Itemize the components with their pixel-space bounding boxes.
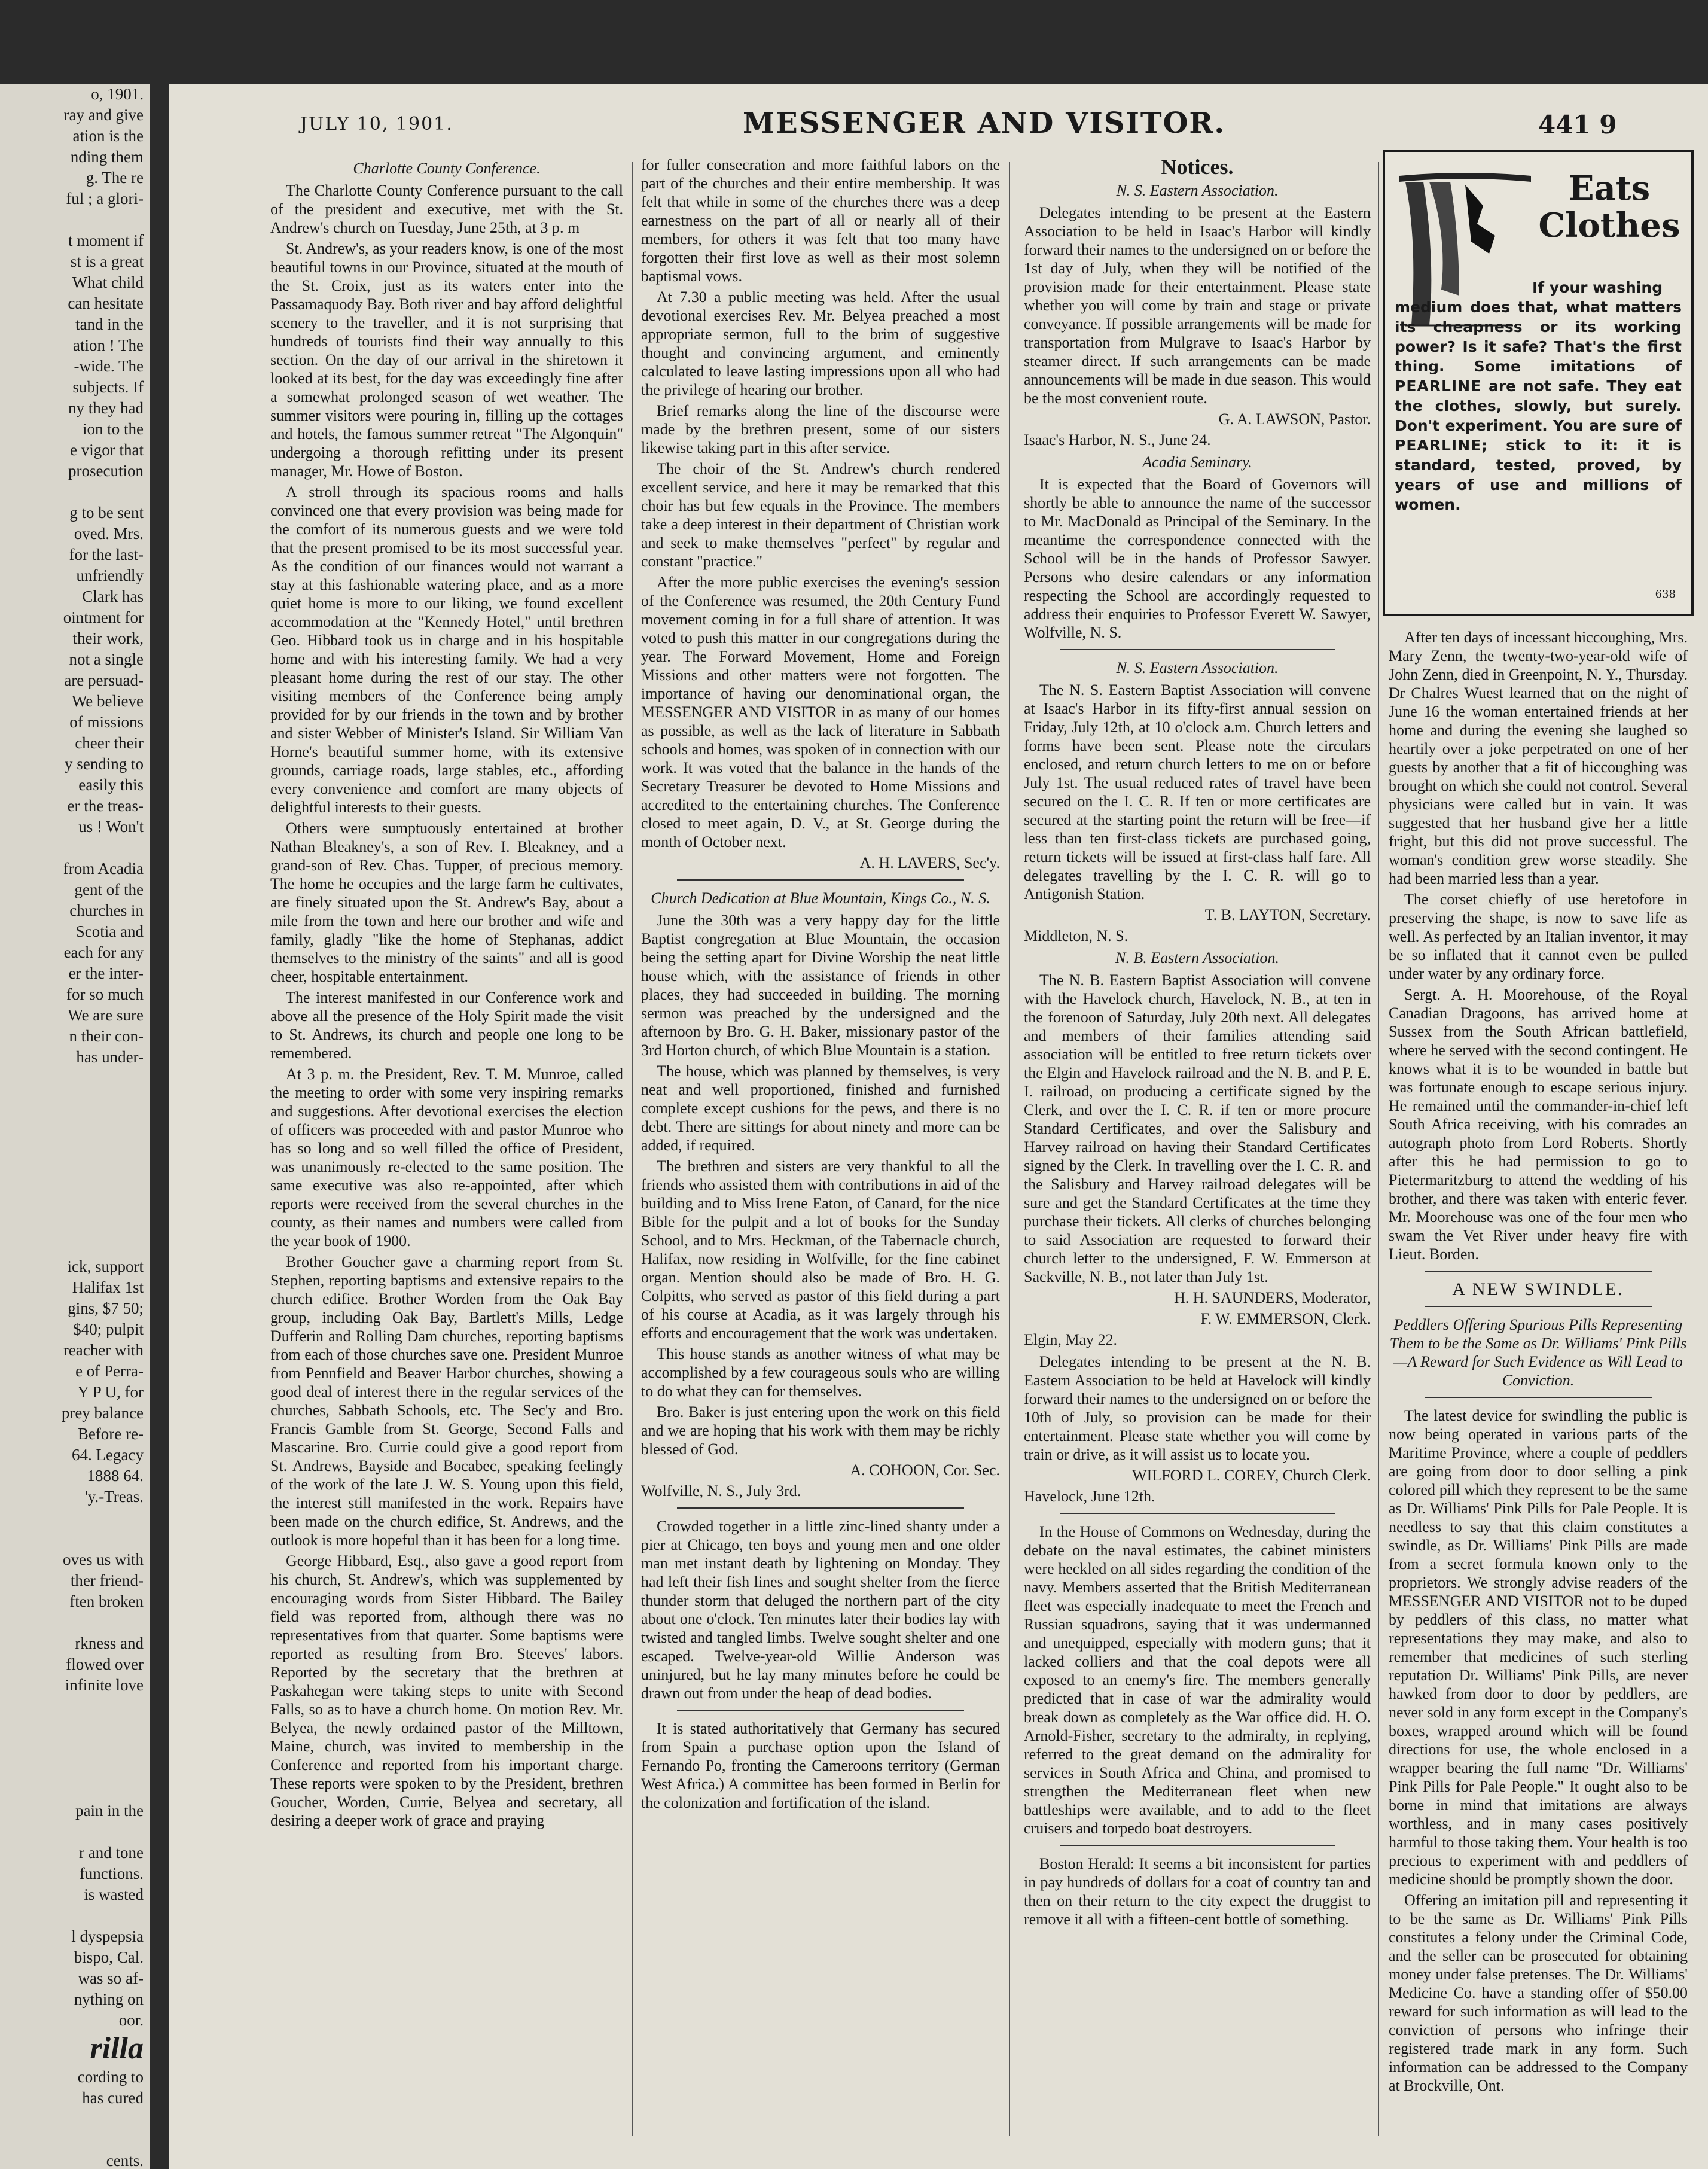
previous-page-line [0,1738,150,1759]
article-signature: H. H. SAUNDERS, Moderator, [1174,1289,1371,1306]
previous-page-line: functions. [79,1865,144,1882]
pearline-advertisement [1383,150,1694,616]
previous-page-line [0,1068,150,1089]
previous-page-line: for so much [66,985,144,1003]
article-paragraph: Sergt. A. H. Moorehouse, of the Royal Canadian Dragoons, has arrived home at Sussex from the South African battlefield, where he served with the second contingent. He knows what it is to be wounded in battle but was fortunate enough to escape serious injury. He remained until the commander-in-chief left South Africa receiving, with his comrades an autograph photo from Lord Roberts. Shortly after this he had permission to go to Pietermaritzburg to attend the wedding of his brother, and there was taken with enteric fever. Mr. Moorehouse was one of the four men who swam the Vet River under heavy fire with Lieut. Borden. [1389,986,1688,1263]
article-dateline: Havelock, June 12th. [1024,1488,1155,1505]
previous-page-line: churches in [69,901,144,919]
article-dateline: Wolfville, N. S., July 3rd. [641,1482,801,1500]
previous-page-line: is wasted [84,1885,144,1903]
article-paragraph: Brother Goucher gave a charming report from St. Stephen, reporting baptisms and extensive repairs to the church edifice. Brother Worden from the Oak Bay group, including Oak Bay, Bartlett's Mills, Ledge Dufferin and Rolling Dam churches, reporting baptisms from each of those churches save one. President Munroe from Pennfield and Beaver Harbor churches, showing a good deal of interest there in the regular services of the churches, Sabbath Schools, etc. The Sec'y and Bro. Francis Gamble from St. George, Second Falls and Mascarine. Bro. Currie could give a good report from St. Andrews, Bayside and Bocabec, speaking feelingly of the work of the late J. W. S. Young upon this field, the interest still manifested in the work. Repairs have been made on the church edifice, St. Andrews, and the outlook is more hopeful than it has been for a long time. [270,1253,623,1549]
previous-page-line: not a single [69,650,144,668]
section-divider [1425,1306,1652,1307]
previous-page-line: pain in the [75,1802,144,1820]
article-paragraph: At 3 p. m. the President, Rev. T. M. Munroe, called the meeting to order with some very inspiring remarks and suggestions. After devotional exercises the election of officers was proceeded with and pastor Munroe who has so long and so well filled the office of President, was unanimously re-elected to the same position. The same executive was also re-appointed, after which reports were received from the several churches in the county, as their names and numbers were called from the year book of 1900. [270,1065,623,1250]
previous-page-line: ny they had [68,399,144,417]
running-head [169,102,1708,144]
previous-page-line: easily this [78,776,144,794]
previous-page-line: was so af- [78,1969,144,1987]
section-divider [1425,1397,1652,1398]
article-heading: Charlotte County Conference. [353,160,541,177]
previous-page-line: Scotia and [75,922,144,940]
article-paragraph: Boston Herald: It seems a bit inconsistent for parties in pay hundreds of dollars for a coat of country tan and then on their return to the city expect the druggist to remove it all with a fifteen-cent bottle of something. [1024,1855,1371,1928]
previous-page-line [0,1235,150,1256]
article-paragraph: St. Andrew's, as your readers know, is one of the most beautiful towns in our Province, situated at the mouth of the St. Croix, just as its waters enter into the Passamaquody Bay. Both river and bay afford delightful scenery to the traveller, and it is not surprising that hundreds of tourists find their way annually to this section. On the day of our arrival in the shiretown it looked at its best, for the day was exceedingly fine after a somewhat prolonged season of wet weather. The summer visitors were pouring in, filling up the cottages and hotels, the famous summer retreat "The Algonquin" undergoing a thorough refitting under its present manager, Mr. Howe of Boston. [270,240,623,480]
previous-page-line: l dyspepsia [71,1927,144,1945]
previous-page-line: ation ! The [73,336,144,354]
previous-page-line [0,1821,150,1842]
previous-page-line: er the treas- [67,797,144,815]
previous-page-line: bispo, Cal. [74,1948,144,1966]
previous-page-line: unfriendly [76,566,144,584]
previous-page-line: prey balance [61,1404,144,1422]
previous-page-line [0,1528,150,1549]
previous-page-line: oor. [118,2011,144,2029]
article-paragraph: for fuller consecration and more faithful labors on the part of the churches and their entire membership. It was felt that while in some of the churches there was a deep earnestness on the part of all or nearly all of their members, for others it was felt that too many have forgotten their first love as well as their most solemn baptismal vows. [641,156,1000,285]
previous-page-line: ick, support [67,1257,144,1275]
article-signature: WILFORD L. COREY, Church Clerk. [1132,1467,1371,1484]
page-number: 441 9 [1538,110,1617,139]
previous-page-line [0,2130,150,2150]
column-4 [1389,628,1688,2136]
column-rule [1378,162,1379,2136]
article-dateline: Elgin, May 22. [1024,1331,1117,1348]
issue-date: JULY 10, 1901. [300,114,453,135]
previous-page-line: We are sure [68,1006,144,1024]
previous-page-line: e of Perra- [75,1362,144,1380]
article-signature: A. COHOON, Cor. Sec. [850,1461,1000,1479]
article-paragraph: After ten days of incessant hiccoughing, Mrs. Mary Zenn, the twenty-two-year-old wife of John Zenn, died in Greenpoint, N. Y., Thursday. Dr Chalres Wuest learned that on the night of June 16 the woman entertained friends at her home and during the evening she laughed so heartily over a joke perpetrated on one of her guests by another that a fit of hiccoughing was brought on which she could not control. Several physicians were called but in vain. It was suggested that her husband give her a little fright, but this did not prove successful. The woman's condition grew worse steadily. She had been married less than a year. [1389,629,1688,887]
article-paragraph: A stroll through its spacious rooms and halls convinced one that every provision was being made for the comfort of its numerous guests and we were told that the present promised to be its most successful year. As the condition of our finances would not warrant a stay at this fashionable watering place, and as a more quiet home is more to our liking, we found excellent accommodation at the "Kennedy Hotel," until brethren Geo. Hibbard took us in charge and in his hospitable home and with his interesting family. We had a very pleasant home during the rest of our stay. The other visiting members of the Conference being amply provided for by our friends in the town and by brother and sister Webber of Minister's Island. Sir William Van Horne's beautiful summer home, with its extensive grounds, carriage roads, large stables, etc., affording every convenience and comfort are many objects of delightful interests to their guests. [270,483,623,816]
previous-page-line: er the inter- [68,964,144,982]
previous-page-line [0,1151,150,1172]
previous-page-line: for the last- [69,546,144,563]
previous-page-line: reacher with [63,1341,144,1359]
previous-page-line: tand in the [75,315,144,333]
ad-body: If your washing medium does that, what matters its cheapness or its working power? Is it safe? That's the first thing. Some imitations of PEARLINE are not safe. They eat the clothes, slowly, but surely. Don't experiment. You are sure of PEARLINE; stick to it: it is standard, tested, proved, by years of use and millions of women. [1395,279,1682,513]
previous-page-line [0,837,150,858]
previous-page-line: r and tone [79,1844,144,1862]
article-paragraph: Crowded together in a little zinc-lined shanty under a pier at Chicago, ten boys and young men and one older man met instant death by lightening on Monday. They had left their fish lines and sought shelter from the fierce thunder storm that deluged the northern part of the city about one o'clock. Ten minutes later their bodies lay with twisted and tangled limbs. Twelve sought shelter and one escaped. Twelve-year-old Willie Anderson was uninjured, but he lay many minutes before he could be drawn out from under the heap of dead bodies. [641,1518,1000,1702]
previous-page-line: oves us with [63,1550,144,1568]
previous-page-line [0,1131,150,1151]
previous-page-line [0,482,150,502]
section-divider [1425,1271,1652,1272]
section-divider [677,1710,964,1711]
column-3 [1024,156,1371,2141]
previous-page-line [0,209,150,230]
previous-page-line [0,1110,150,1131]
column-rule [632,162,633,2136]
article-paragraph: June the 30th was a very happy day for the little Baptist congregation at Blue Mountain, the occasion being the setting apart for Divine Worship the neat little house which, with the assistance of friends in other places, they had succeeded in building. The morning sermon was preached by the undersigned and the afternoon by Bro. G. H. Baker, missionary pastor of the 3rd Horton church, of which Blue Mountain is a station. [641,912,1000,1059]
article-dateline: Isaac's Harbor, N. S., June 24. [1024,431,1211,449]
previous-page-line: ointment for [63,608,144,626]
previous-page-line: Before re- [77,1425,144,1443]
article-signature: A. H. LAVERS, Sec'y. [859,854,1000,872]
previous-page-line: infinite love [65,1676,144,1694]
article-heading: N. S. Eastern Association. [1116,659,1279,677]
previous-page-line: oved. Mrs. [74,525,144,543]
previous-page-line: ther friend- [70,1571,144,1589]
previous-page-line [0,1696,150,1717]
previous-page-line: y sending to [65,755,144,773]
previous-page-line: their work, [72,629,144,647]
article-paragraph: It is stated authoritatively that Germany has secured from Spain a purchase option upon the Island of Fernando Po, fronting the Cameroons territory (German West Africa.) A committee has been formed in Berlin for the colonization and fortification of the island. [641,1720,1000,1811]
previous-page-line: We believe [71,692,144,710]
article-paragraph: Others were sumptuously entertained at brother Nathan Bleakney's, a son of Rev. I. Bleakney, and a grand-son of Rev. Chas. Tupper, of precious memory. The home he occupies and the large farm he cultivates, are finely situated upon the St. Andrew's Bay, about a mile from the town and here our brother and wife and family, gladly "like the home of Stephanas, addict themselves to the ministry of the saints" and all is good cheer, hospitable entertainment. [270,820,623,985]
ad-headline: Eats Clothes [1538,169,1680,245]
article-headline: A NEW SWINDLE. [1452,1280,1624,1299]
notices-heading: Notices. [1161,156,1234,179]
previous-page-line: gins, $7 50; [68,1299,144,1317]
previous-page-line: prosecution [68,462,144,480]
article-paragraph: At 7.30 a public meeting was held. After the usual devotional exercises Rev. Mr. Belyea preached a most appropriate sermon, full to the brim of suggestive thought and convincing argument, and eminently calculated to leave lasting impressions upon all who had the privilege of hearing our brother. [641,288,1000,398]
previous-page-line [0,1172,150,1193]
article-signature: T. B. LAYTON, Secretary. [1204,906,1371,924]
previous-page-line: from Acadia [63,860,144,878]
section-divider [1060,1513,1335,1514]
previous-page-line [0,1214,150,1235]
article-heading: N. B. Eastern Association. [1115,949,1279,967]
previous-page-line: Clark has [82,587,144,605]
previous-page-line: 'y.-Treas. [84,1488,144,1506]
article-paragraph: The N. S. Eastern Baptist Association will convene at Isaac's Harbor in its fifty-first annual session on Friday, July 12th, at 10 o'clock a.m. Church letters and forms have been sent. Please note the circulars enclosed, and return church letters to me on or before July 1st. The usual reduced rates of travel have been secured on the I. C. R. If ten or more certificates are secured at the starting point the return will be free—if less than ten first-class tickets are purchased going, return tickets will be issued at first-class half fare. All delegates travelling by the I. C. R. will go to Antigonish Station. [1024,681,1371,903]
previous-page-line [0,1780,150,1801]
previous-page-line [0,1612,150,1633]
article-paragraph: It is expected that the Board of Governors will shortly be able to announce the name of the successor to Mr. MacDonald as Principal of the Seminary. In the meantime the correspondence connected with the School will be in the hands of Professor Sawyer. Persons who desire calendars or any information respecting the School are accordingly requested to address their enquiries to Professor Everett W. Sawyer, Wolfville, N. S. [1024,476,1371,641]
article-signature: F. W. EMMERSON, Clerk. [1200,1310,1371,1327]
column-rule [1009,162,1010,2136]
previous-page-line: rkness and [75,1634,144,1652]
previous-page-line: 64. Legacy [72,1446,144,1464]
previous-page-line [0,1089,150,1110]
previous-page-line: ation is the [72,127,144,145]
previous-page-line [0,1905,150,1926]
previous-page-line: has cured [82,2089,144,2107]
section-divider [1060,649,1335,650]
previous-page-ad-fragment: rilla [90,2031,144,2066]
previous-page-line: cents. [106,2152,144,2169]
section-divider [677,879,964,881]
previous-page-line: nding them [70,148,144,166]
previous-page-line [0,1717,150,1738]
article-paragraph: Delegates intending to be present at the N. B. Eastern Association to be held at Havelock will kindly forward their names to the undersigned on or before the 10th of July, so provision can be made for their entertainment. Please state whether you will come by train or drive, as it will assist us to locate you. [1024,1353,1371,1463]
article-paragraph: Offering an imitation pill and representing it to be the same as Dr. Williams' Pink Pills constitutes a felony under the Criminal Code, and the seller can be prosecuted for obtaining money under false pretenses. The Dr. Williams' Medicine Co. have a standing offer of $50.00 reward for such information as will lead to the conviction of persons who infringe their registered trade mark in any form. Such information can be addressed to the Company at Brockville, Ont. [1389,1891,1688,2094]
article-paragraph: The choir of the St. Andrew's church rendered excellent service, and here it may be remarked that this choir has but few equals in the Province. The members take a deep interest in their department of Christian work and seek to make themselves "perfect" by regular and constant "practice." [641,460,1000,570]
column-2 [641,156,1000,2141]
previous-page-line: nything on [74,1990,144,2008]
article-paragraph: The interest manifested in our Conference work and above all the presence of the Holy Spirit made the visit to St. Andrews, its church and people one long to be remembered. [270,989,623,1062]
section-divider [1060,1845,1335,1846]
previous-page-line: Halifax 1st [72,1278,144,1296]
previous-page-line: g. The re [86,169,144,187]
article-paragraph: Delegates intending to be present at the Eastern Association to be held in Isaac's Harbor will kindly forward their names to the undersigned on or before the 1st day of July, when they will be notified of the provision made for their entertainment. Please state whether you will come by train and stage or private conveyance. If possible arrangements will be made for transportation from Mulgrave to Isaac's Harbor by steamer direct. If such arrangements can be made announcements will be made in due season. This would be the most convenient route. [1024,204,1371,407]
previous-page-line: cording to [77,2068,144,2086]
previous-page-line: has under- [76,1048,144,1066]
previous-page-line [0,2109,150,2130]
previous-page-line: What child [72,273,144,291]
previous-page-line: ray and give [63,106,144,124]
section-divider [677,1507,964,1509]
column-1 [270,156,623,2141]
previous-page-line: ful ; a glori- [66,190,144,208]
article-paragraph: The house, which was planned by themselves, is very neat and well proportioned, finished and furnished complete except cushions for the pews, and there is no debt. There are sittings for about ninety and more can be added, if required. [641,1062,1000,1154]
article-paragraph: The Charlotte County Conference pursuant to the call of the president and executive, met with the St. Andrew's church on Tuesday, June 25th, at 3 p. m [270,182,623,236]
previous-page-line: -wide. The [74,357,144,375]
article-heading: Acadia Seminary. [1142,453,1252,471]
article-paragraph: The brethren and sisters are very thankful to all the friends who assisted them with contributions in aid of the building and to Miss Irene Eaton, of Canard, for the nice Bible for the pulpit and a lot of books for the Sunday School, and to Mrs. Heckman, of the Tabernacle church, Halifax, now residing in Wolfville, for the fine cabinet organ. Mention should also be made of Bro. H. G. Colpitts, who served as pastor of this field during a part of his course at Acadia, as it was largely through his efforts and encouragement that the work was undertaken. [641,1157,1000,1342]
previous-page-line: t moment if [68,231,144,249]
article-heading: Peddlers Offering Spurious Pills Representing Them to be the Same as Dr. Williams' Pink Pills—A Reward for Such Evidence as Will Lead to Conviction. [1389,1316,1687,1389]
newspaper-page [169,84,1708,2169]
article-signature: G. A. LAWSON, Pastor. [1218,410,1371,428]
article-paragraph: The N. B. Eastern Baptist Association will convene with the Havelock church, Havelock, N. B., at ten in the forenoon of Saturday, July 20th next. All delegates and members of their families attending said association will be entitled to free return tickets over the Elgin and Havelock railroad and the N. B. and P. E. I. railroad, on producing a certificate signed by the Clerk, and over the I. C. R. if ten or more procure Standard Certificates, and over the Salisbury and Harvey railroad on having their Standard Certificates signed by the Clerk. In travelling over the I. C. R. and the Salisbury and Harvey railroad delegates will be sure and get the Standard Certificates at the time they purchase their tickets. All clerks of churches belonging to said Association are requested to forward their church letter to the undersigned, F. W. Emmerson at Sackville, N. B., not later than July 1st. [1024,971,1371,1285]
article-paragraph: This house stands as another witness of what may be accomplished by a few courageous souls who are willing to do what they can for themselves. [641,1345,1000,1400]
previous-page-line [0,1507,150,1528]
previous-page-line: st is a great [70,252,144,270]
previous-page-line: n their con- [69,1027,144,1045]
masthead-title: MESSENGER AND VISITOR. [743,106,1226,140]
previous-page-line: g to be sent [69,504,144,522]
article-paragraph: George Hibbard, Esq., also gave a good report from his church, St. Andrew's, which was supplemented by encouraging words from Sister Hibbard. The Bailey field was reported from, although there was no representatives from that quarter. Some baptisms were reported as resulting from Bro. Steeves' labors. Reported by the secretary that the brethren at Paskahegan were taking steps to unite with Second Falls, so as to have a church home. On motion Rev. Mr. Belyea, the newly ordained pastor of the Milltown, Maine, church, was invited to membership in the Conference and reported from his important charge. These reports were spoken to by the President, brethren Goucher, Worden, Currie, Belyea and secretary, all desiring a deeper work of grace and praying [270,1552,623,1829]
previous-page-line [0,1759,150,1780]
article-paragraph: Bro. Baker is just entering upon the work on this field and we are hoping that his work with them may be richly blessed of God. [641,1403,1000,1458]
previous-page-date: o, 1901. [91,85,144,103]
previous-page-line: can hesitate [68,294,144,312]
previous-page-line: Y P U, for [77,1383,144,1401]
previous-page-line: ion to the [83,420,144,438]
previous-page-edge [0,84,150,2169]
article-paragraph: Brief remarks along the line of the discourse were made by the brethren present, some of our sisters likewise taking part in this after service. [641,402,1000,456]
previous-page-line: are persuad- [64,671,144,689]
previous-page-line: us ! Won't [78,818,144,836]
previous-page-line: each for any [63,943,144,961]
previous-page-text [0,84,150,2169]
previous-page-line: subjects. If [72,378,144,396]
article-paragraph: The latest device for swindling the public is now being operated in various parts of the Maritime Province, where a couple of peddlers are going from door to door selling a pink colored pill which they represent to be the same as Dr. Williams' Pink Pills for Pale People. It is needless to say that this claim constitutes a swindle, as Dr. Williams' Pink Pills are made from a secret formula known only to the proprietors. We strongly advise readers of the MESSENGER AND VISITOR not to be duped by peddlers of this class, no matter what representations they may make, and also to remember that medicines of such sterling reputation Dr. Williams' Pink Pills, are never hawked from door to door by peddlers, are never sold in any form except in the Company's boxes, wrapped around which will be found directions for use, the whole enclosed in a wrapper bearing the full name "Dr. Williams' Pink Pills for Pale People." It ought also to be borne in mind that imitations are always worthless, and in many cases positively harmful to those taking them. Your health is too precious to experiment with and peddlers of medicine should be promptly shown the door. [1389,1407,1688,1888]
previous-page-line: ften broken [69,1592,144,1610]
article-heading: N. S. Eastern Association. [1116,182,1279,199]
article-paragraph: In the House of Commons on Wednesday, during the debate on the naval estimates, the cabinet ministers were heckled on all sides regarding the condition of the navy. Members asserted that the British Mediterranean fleet was especially inadequate to meet the French and Russian squadrons, saying that it was undermanned and unequipped, especially with modern guns; that it lacked colliers and that the coal depots were all exposed to an enemy's fire. The members generally predicted that in case of war the admirality would break down as completely as the War office did. H. O. Arnold-Fisher, secretary to the admiralty, in replying, referred to the great demand on the admirality for services in South Africa and China, and promised to strengthen the Mediterranean fleet when new battleships were available, and to add to the fleet cruisers and torpedo boat destroyers. [1024,1523,1371,1837]
previous-page-line: of missions [69,713,144,731]
article-paragraph: The corset chiefly of use heretofore in preserving the shape, is now to save life as well. As perfected by an Italian inventor, it may be so inflated that it cannot even be pulled under water by any ordinary force. [1389,891,1688,982]
previous-page-line: gent of the [74,881,144,898]
article-heading: Church Dedication at Blue Mountain, Kings Co., N. S. [651,889,990,907]
previous-page-line: $40; pulpit [73,1320,144,1338]
previous-page-line: flowed over [66,1655,144,1673]
article-dateline: Middleton, N. S. [1024,927,1128,945]
article-paragraph: After the more public exercises the evening's session of the Conference was resumed, the 20th Century Fund movement coming in for a full share of attention. It was voted to push this matter in our congregations during the year. The Forward Movement, Home and Foreign Missions and other matters were not forgotten. The importance of having our denominational organ, the MESSENGER AND VISITOR in as many of our homes as possible, as well as the lack of literature in Sabbath schools and homes, was spoken of in connection with our work. It was voted that the balance in the hands of the Secretary Treasurer be devoted to Home Missions and accredited to the entertaining churches. The Conference closed to meet again, D. V., at St. George during the month of October next. [641,574,1000,851]
ad-code: 638 [1655,588,1676,601]
previous-page-line: e vigor that [70,441,144,459]
previous-page-line: 1888 64. [87,1467,144,1485]
previous-page-line [0,1193,150,1214]
previous-page-line: cheer their [75,734,144,752]
